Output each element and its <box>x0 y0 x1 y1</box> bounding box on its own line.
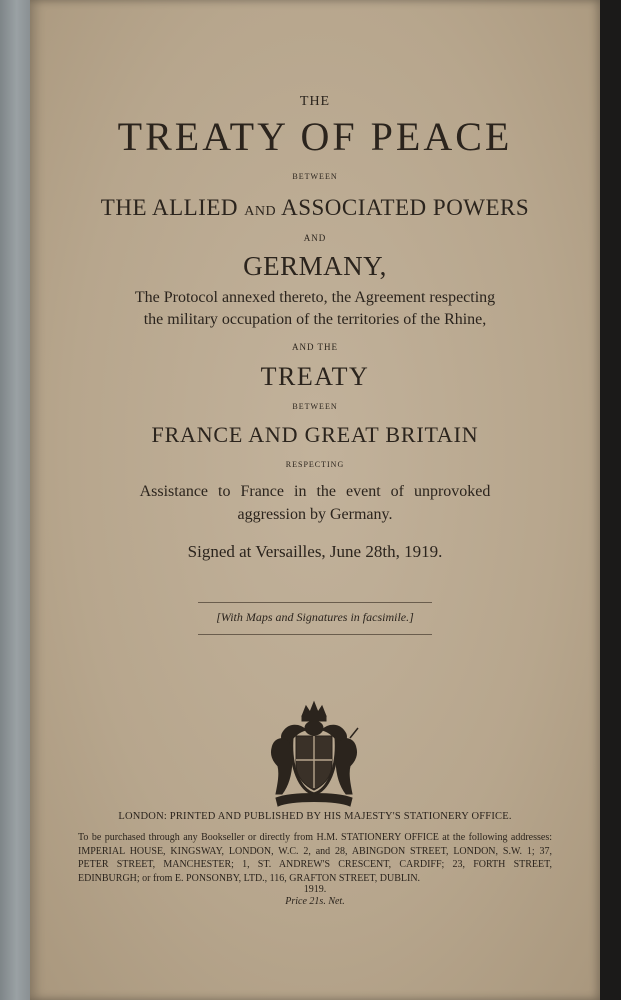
and-label: AND <box>303 233 327 243</box>
germany-heading: GERMANY, <box>243 251 387 281</box>
france-britain-heading: FRANCE AND GREAT BRITAIN <box>151 422 479 447</box>
divider-top <box>198 602 432 603</box>
between-label-1: BETWEEN <box>292 172 338 181</box>
allied-and: AND <box>244 204 277 219</box>
main-title: TREATY OF PEACE <box>117 114 513 159</box>
divider-bottom <box>198 634 432 635</box>
book-spine <box>0 0 30 1000</box>
treaty-heading: TREATY <box>260 362 370 391</box>
purchase-text: To be purchased through any Bookseller or directly from H.M. STATIONERY OFFICE at the following addresses: IMPERIAL HOUSE, KINGSWAY, LONDON, W.C. 2, and 28, ABINGDON STREET, LONDON, S.W. 1; 37, PETER STREET, MANCHESTER; 1, ST. ANDREW'S CRESCENT, CARDIFF; 23, FORTH STREET, EDINBURGH; or from E. PONSONBY, LTD., 116, GRAFTON STREET, DUBLIN. <box>78 832 552 884</box>
assistance-line-1: Assistance to France in the event of unprovoked <box>139 483 491 500</box>
imprint-year: 1919. <box>303 884 327 895</box>
allied-powers-line <box>30 194 600 226</box>
purchase-addresses <box>78 831 552 885</box>
between-label-2: BETWEEN <box>292 402 338 411</box>
allied-part1: THE ALLIED <box>100 195 238 220</box>
price-label: Price 21s. Net. <box>285 896 345 907</box>
and-the-label: AND THE <box>291 342 339 352</box>
maps-note: [With Maps and Signatures in facsimile.] <box>216 610 414 624</box>
heading-the: THE <box>299 94 331 109</box>
assistance-line-2: aggression by Germany. <box>237 506 393 523</box>
signed-line: Signed at Versailles, June 28th, 1919. <box>187 542 443 561</box>
protocol-line-2: the military occupation of the territories of the Rhine, <box>143 311 487 328</box>
allied-part2: ASSOCIATED POWERS <box>281 195 530 220</box>
royal-coat-of-arms-icon <box>262 698 366 810</box>
protocol-line-1: The Protocol annexed thereto, the Agreement respecting <box>134 289 496 306</box>
imprint-line: LONDON: PRINTED AND PUBLISHED BY HIS MAJESTY'S STATIONERY OFFICE. <box>118 811 512 822</box>
title-page <box>30 0 600 1000</box>
page-edge-shadow <box>600 0 621 1000</box>
respecting-label: RESPECTING <box>285 460 345 469</box>
